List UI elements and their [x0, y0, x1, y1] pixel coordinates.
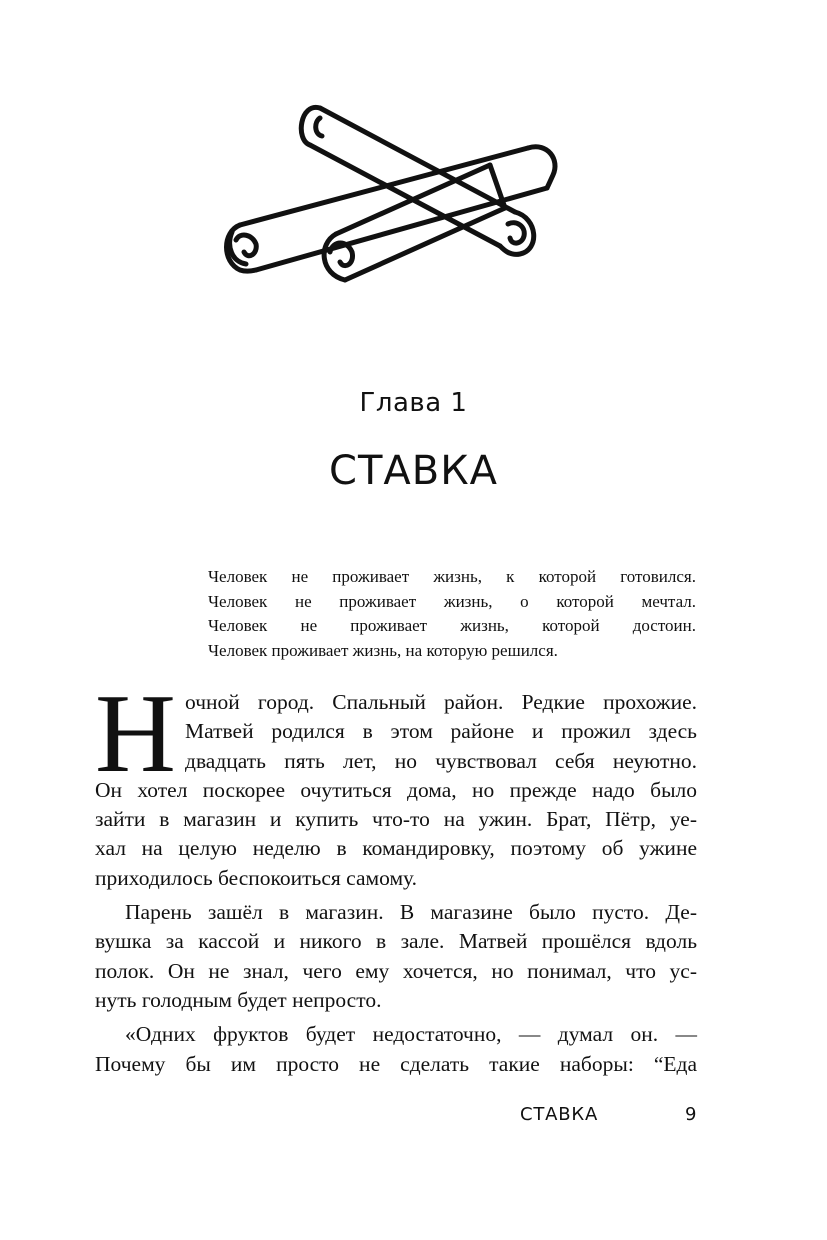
- text-line: Матвей родился в этом районе и прожил здесь: [185, 719, 697, 744]
- text-line: очной город. Спальный район. Редкие прохожие.: [185, 690, 697, 714]
- text-line: полок. Он не знал, чего ему хочется, но понимал, что ус-: [95, 958, 697, 983]
- paragraph-3: [95, 1020, 697, 1079]
- text-line: Парень зашёл в магазин. В магазине было пусто. Де-: [125, 900, 697, 925]
- epigraph-line: Человек не проживает жизнь, о которой мечтал.: [208, 591, 696, 611]
- text-line: нуть голодным будет непросто.: [95, 987, 382, 1012]
- body-text: [95, 672, 697, 1079]
- chapter-label: Глава 1: [359, 388, 468, 418]
- epigraph-line: Человек не проживает жизнь, к которой готовился.: [208, 567, 696, 586]
- text-line: Почему бы им просто не сделать такие наборы: “Еда: [95, 1051, 697, 1076]
- text-line: двадцать пять лет, но чувствовал себя неуютно.: [185, 748, 697, 773]
- text-line: Он хотел поскорее очутиться дома, но прежде надо было: [95, 777, 697, 802]
- text-line: «Одних фруктов будет недостаточно, — думал он. —: [125, 1022, 697, 1047]
- chapter-title: СТАВКА: [329, 448, 498, 494]
- epigraph-line: Человек не проживает жизнь, которой достоин.: [208, 616, 696, 635]
- drop-cap: Н: [95, 672, 176, 796]
- text-line: зайти в магазин и купить что-то на ужин. Брат, Пётр, уе-: [95, 807, 697, 832]
- page-number: 9: [685, 1104, 697, 1125]
- cinnamon-sticks-icon: [220, 100, 565, 290]
- paragraph-1: [95, 672, 697, 893]
- text-line: приходилось беспокоиться самому.: [95, 865, 418, 890]
- text-line: хал на целую неделю в командировку, поэтому об ужине: [95, 836, 697, 861]
- paragraph-2: [95, 898, 697, 1015]
- text-line: вушка за кассой и никого в зале. Матвей прошёлся вдоль: [95, 929, 697, 954]
- running-title: СТАВКА: [520, 1104, 599, 1125]
- epigraph: [208, 565, 696, 663]
- epigraph-line: Человек проживает жизнь, на которую решился.: [208, 640, 558, 660]
